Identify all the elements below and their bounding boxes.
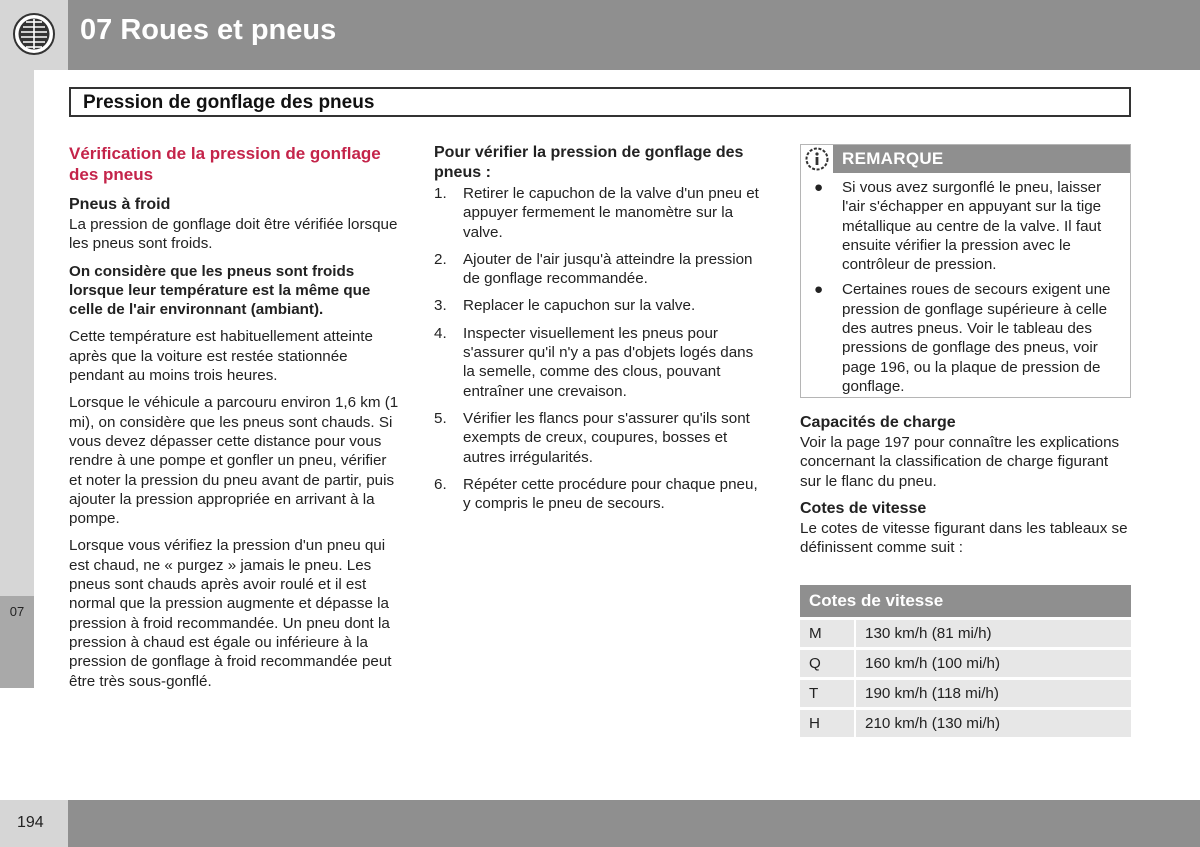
speed-value: 190 km/h (118 mi/h) xyxy=(856,677,1131,707)
speed-ratings-heading: Cotes de vitesse xyxy=(800,499,927,517)
procedure-step: 2. Ajouter de l'air jusqu'à atteindre la pression de gonflage recommandée. xyxy=(434,250,753,288)
procedure-step: 3. Replacer le capuchon sur la valve. xyxy=(434,297,696,315)
tire-icon xyxy=(12,12,56,56)
note-title: REMARQUE xyxy=(842,149,944,168)
speed-code: H xyxy=(800,707,856,737)
speed-value: 210 km/h (130 mi/h) xyxy=(856,707,1131,737)
cold-definition-paragraph: On considère que les pneus sont froids lorsque leur température est la même que celle de l'air environnant (ambiant). xyxy=(69,262,371,319)
table-row xyxy=(800,707,1131,737)
procedure-step: 4. Inspecter visuellement les pneus pour s'assurer qu'il n'y a pas d'objets logés dans la semelle, comme des clous, pouvant entraîner une crevaison. xyxy=(434,324,754,400)
check-pressure-heading: Vérification de la pression de gonflage des pneus xyxy=(69,144,381,184)
procedure-step: 5. Vérifier les flancs pour s'assurer qu'ils sont exempts de creux, coupures, bosses et autres irrégularités. xyxy=(434,409,750,466)
bullet-icon: ● xyxy=(814,179,824,196)
column-2 xyxy=(434,143,769,521)
note-box xyxy=(800,144,1131,398)
note-list xyxy=(811,178,1126,402)
note-header xyxy=(801,145,1130,173)
note-item: ● Si vous avez surgonflé le pneu, laisser l'air s'échapper en appuyant sur la tige métallique au centre de la valve. Il faut ensuite vérifier la pression avec le contrôleur de pression. xyxy=(814,179,1102,274)
info-icon xyxy=(805,147,829,171)
header-bar xyxy=(68,0,1200,70)
page-number: 194 xyxy=(17,814,44,831)
speed-code: T xyxy=(800,677,856,707)
distance-paragraph: Lorsque le véhicule a parcouru environ 1,6 km (1 mi), on considère que les pneus sont chauds. Si vous devez dépasser cette distance pour vous rendre à une pompe et gonfler un pneu, vérifier et noter la pression du pneu avant de partir, puis ajouter la pression appropriée en arrivant à la pompe. xyxy=(69,394,399,528)
chapter-side-tab-label: 07 xyxy=(9,604,25,619)
procedure-step: 6. Répéter cette procédure pour chaque pneu, y compris le pneu de secours. xyxy=(434,475,758,513)
section-title: Pression de gonflage des pneus xyxy=(83,92,375,113)
load-capacity-heading: Capacités de charge xyxy=(800,414,956,431)
hot-tire-paragraph: Lorsque vous vérifiez la pression d'un pneu qui est chaud, ne « purgez » jamais le pneu. Les pneus sont chauds après avoir roulé et il est normal que la pression augmente et dépasse la pression à froid recommandée. Un pneu dont la pression à chaud est égale ou inférieure à la pression de gonflage à froid recommandée peut être très sous-gonflé. xyxy=(69,537,392,690)
chapter-title: 07 Roues et pneus xyxy=(80,14,337,46)
column-1 xyxy=(69,143,399,699)
speed-code: M xyxy=(800,617,856,647)
table-row xyxy=(800,677,1131,707)
note-icon-cell xyxy=(801,145,833,173)
cold-tires-heading: Pneus à froid xyxy=(69,196,171,213)
speed-ratings-table xyxy=(800,585,1131,737)
chapter-side-tab xyxy=(0,596,34,688)
bullet-icon: ● xyxy=(814,281,824,299)
procedure-steps xyxy=(434,184,769,513)
temperature-paragraph: Cette température est habituellement atteinte après que la voiture est restée stationnée pendant au moins trois heures. xyxy=(69,328,373,385)
header-icon-panel xyxy=(0,0,68,70)
table-row xyxy=(800,617,1131,647)
procedure-step: 1. Retirer le capuchon de la valve d'un pneu et appuyer fermement le manomètre sur la valve. xyxy=(434,185,759,241)
note-item: ● Certaines roues de secours exigent une pression de gonflage supérieure à celle des autres pneus. Voir le tableau des pressions de gonflage des pneus, voir page 196, ou la plaque de pression de gonflage. xyxy=(814,281,1111,395)
speed-value: 160 km/h (100 mi/h) xyxy=(856,647,1131,677)
section-heading-box xyxy=(69,87,1131,117)
load-capacity-paragraph: Voir la page 197 pour connaître les explications concernant la classification de charge figurant sur le flanc du pneu. xyxy=(800,434,1120,490)
table-row xyxy=(800,647,1131,677)
cold-tires-paragraph: La pression de gonflage doit être vérifiée lorsque les pneus sont froids. xyxy=(69,216,398,253)
speed-code: Q xyxy=(800,647,856,677)
procedure-heading: Pour vérifier la pression de gonflage des pneus : xyxy=(434,144,744,181)
table-header-row xyxy=(800,585,1131,617)
speed-ratings-paragraph: Le cotes de vitesse figurant dans les tableaux se définissent comme suit : xyxy=(800,519,1128,557)
column-3 xyxy=(800,413,1132,565)
table-header: Cotes de vitesse xyxy=(800,585,1131,617)
footer-page-panel xyxy=(0,800,68,847)
speed-value: 130 km/h (81 mi/h) xyxy=(856,617,1131,647)
footer-bar xyxy=(68,800,1200,847)
